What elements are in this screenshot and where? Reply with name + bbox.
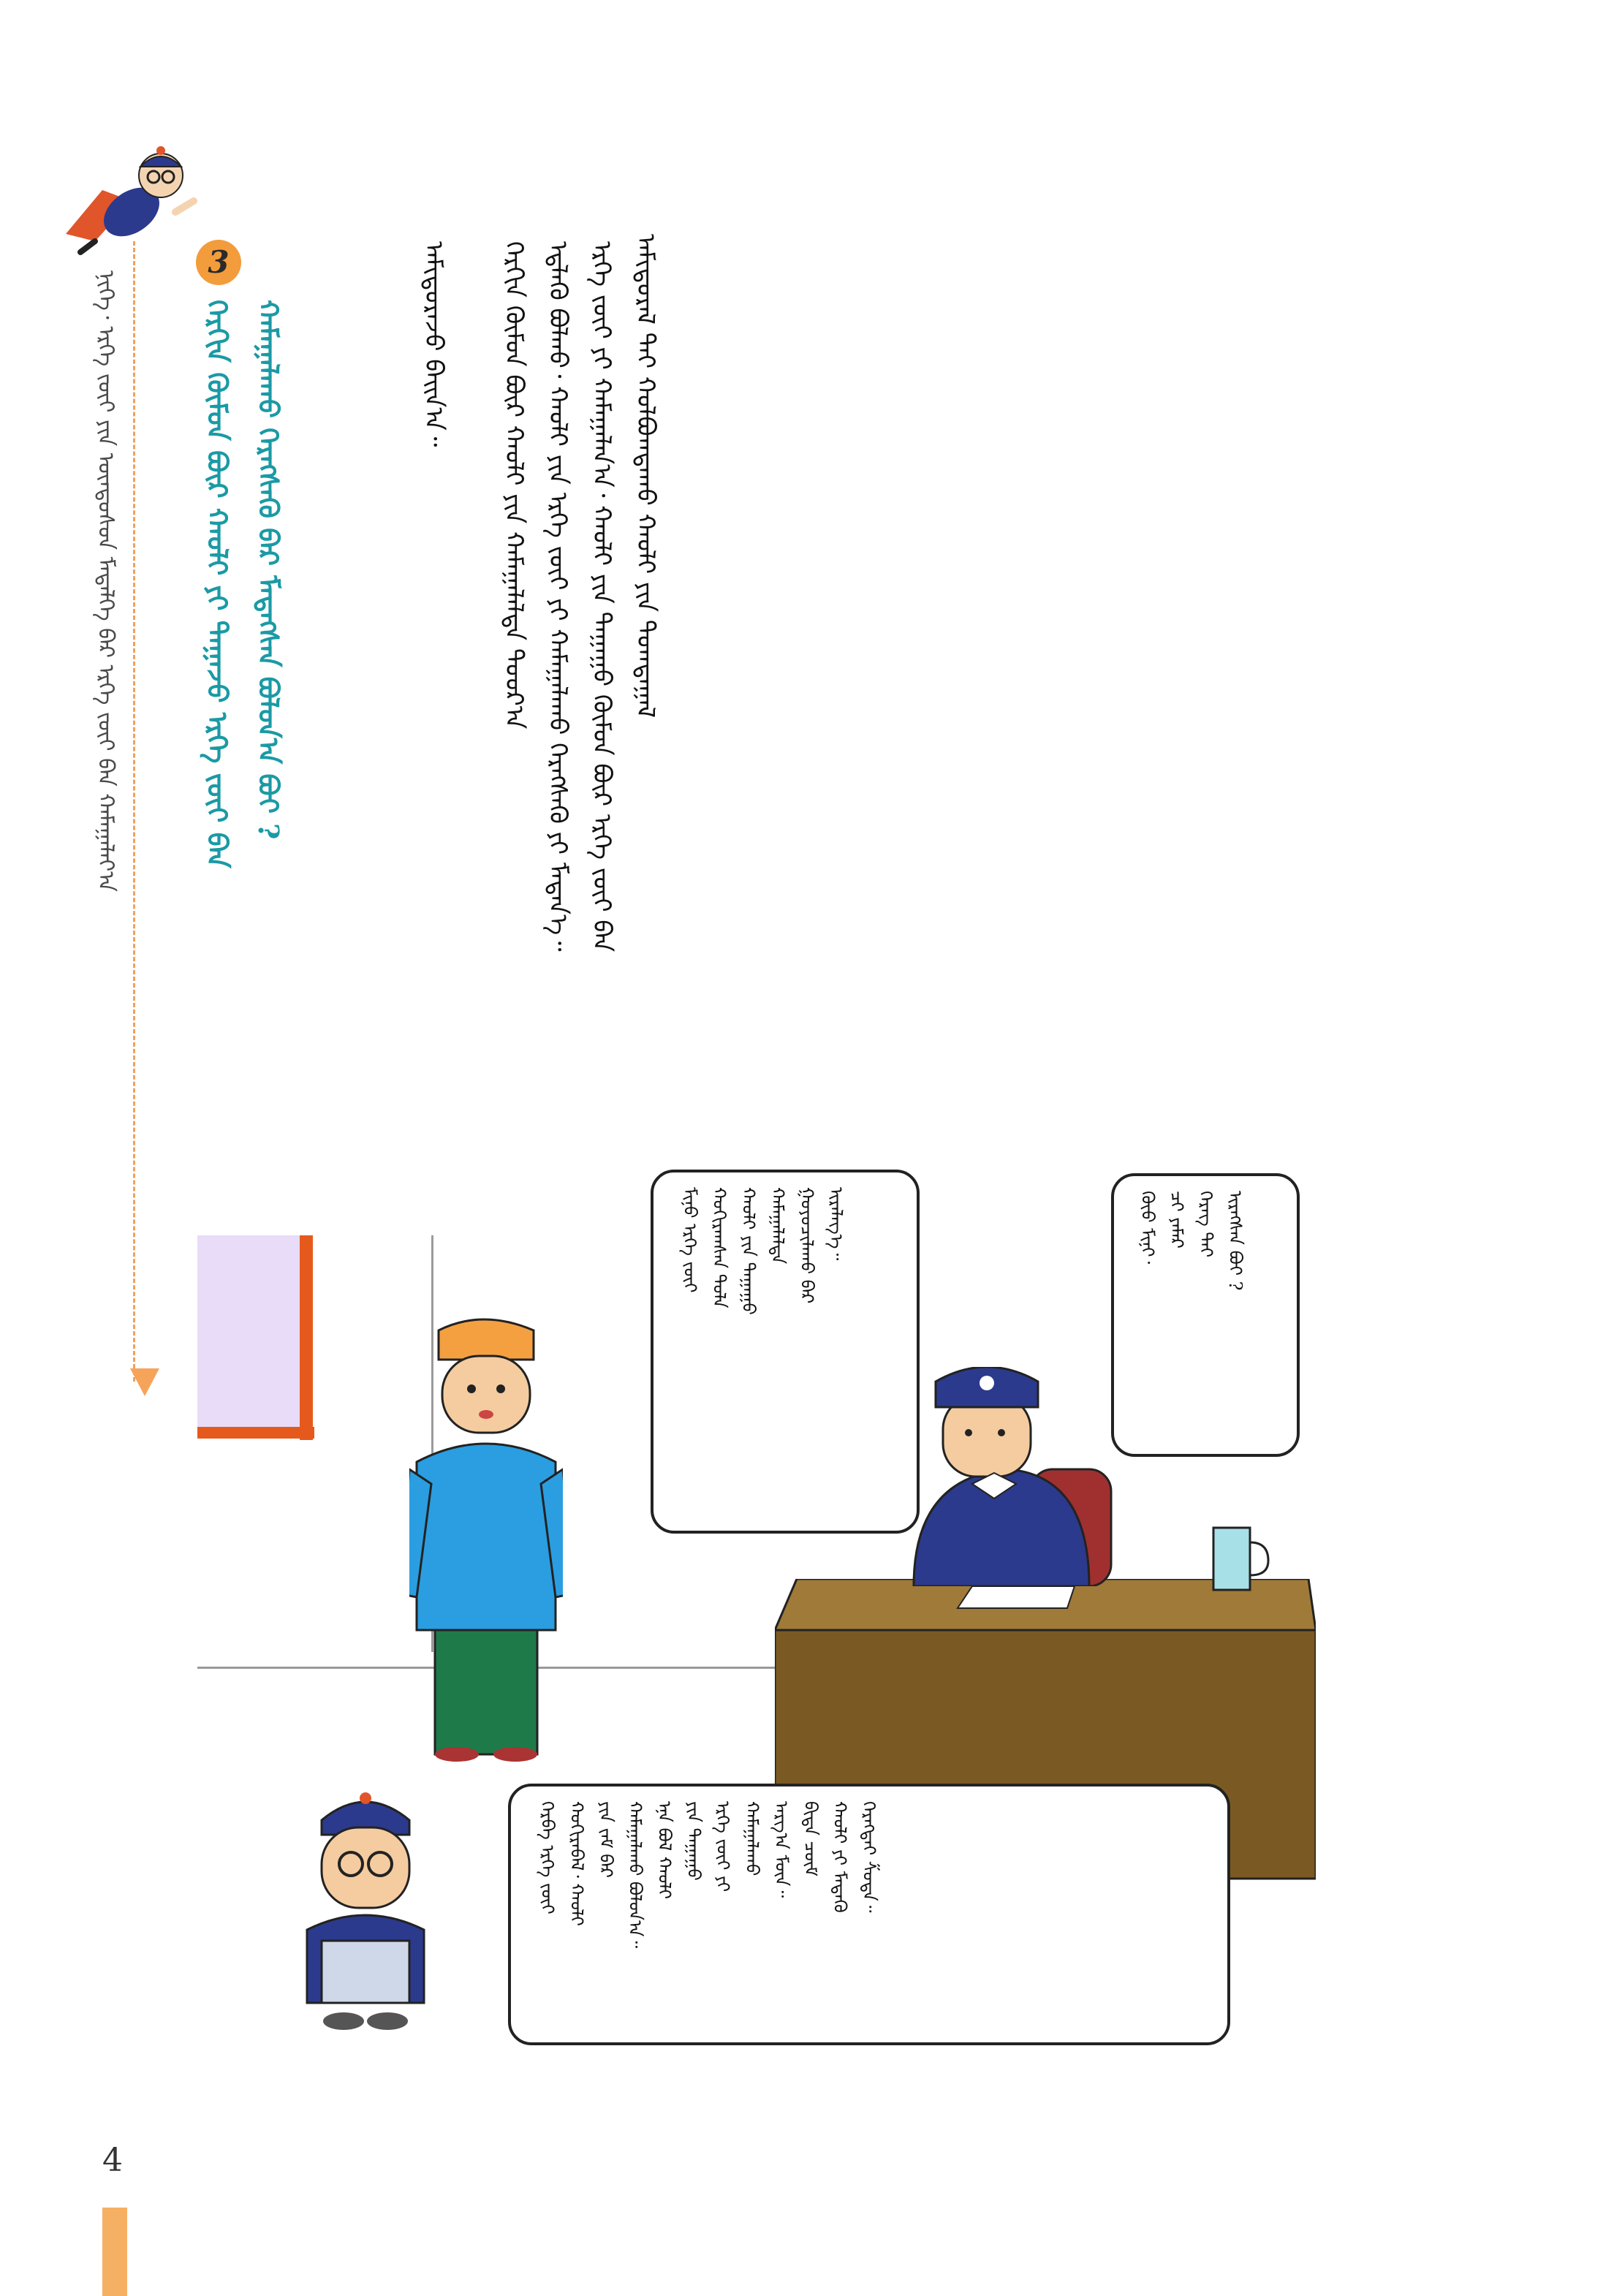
police-bubble-line: ᠴᠢ ᠶᠠᠮᠠᠷ xyxy=(1167,1191,1187,1249)
man-bubble-line: ᠢᠷᠡᠯᠡᠭ᠎ᠡ᠃ xyxy=(826,1187,846,1261)
boy-bubble-line: ᠡᠷᠬᠡ ᠵᠦᠢ ᠶᠢ xyxy=(713,1801,733,1893)
police-bubble-line: ᠬᠡᠷᠡᠭ ᠲᠠᠢ xyxy=(1196,1191,1216,1258)
page-number: 4 xyxy=(102,2142,123,2179)
body-line-1: ᠠᠮᠢᠳᠤᠷᠠᠯ ᠲᠠᠢ ᠬᠣᠯᠪᠣᠭᠳᠠᠬᠤ ᠬᠠᠤᠯᠢ ᠶᠢᠨ ᠲᠣᠭᠲᠠᠭᠠᠯ xyxy=(631,234,660,718)
section-number-badge: 3 xyxy=(196,240,241,285)
man-bubble-line: ᠬᠠᠤᠯᠢ ᠶᠢᠨ ᠳᠠᠭᠠᠭᠤ xyxy=(738,1187,759,1315)
boy-bubble-line: ᠪᠢᠳᠡ ᠴᠦᠮ xyxy=(800,1801,821,1876)
police-bubble-line: ᠬᠦᠦ ᠮᠢᠨᠢ᠂ xyxy=(1137,1191,1158,1265)
man-bubble-line: ᠭᠤᠶᠤᠴᠢᠯᠠᠬᠤ ᠪᠠᠷ xyxy=(797,1187,817,1304)
question-line-2: ᠬᠠᠮᠠᠭᠠᠯᠠᠬᠤ ᠬᠡᠷᠡᠭᠰᠡᠬᠦ ᠪᠡᠷ ᠮᠡᠳᠡᠭᠰᠡᠨ ᠪᠣᠯᠤᠨ᠎ᠠ ᠪᠣᠢ ? xyxy=(252,300,285,840)
boy-bubble-line: ᠶᠢᠨ ᠳᠠᠭᠠᠭᠤ xyxy=(683,1801,704,1881)
body-line-5: ᠠᠮᠢᠳᠤᠷᠠᠵᠤ ᠪᠠᠢᠨ᠎ᠠ᠃ xyxy=(419,241,448,447)
boy-speech-bubble xyxy=(508,1784,1230,2045)
flying-boy-icon xyxy=(51,132,197,256)
header-mascot xyxy=(51,132,197,256)
page-tab-marker xyxy=(102,2208,127,2296)
police-bubble-line: ᠢᠷᠡᠭᠰᠡᠨ ᠪᠤᠢ ? xyxy=(1225,1191,1246,1291)
window-frame xyxy=(300,1235,313,1440)
boy-bubble-line: ᠬᠠᠮᠠᠭᠠᠯᠠᠬᠤ ᠪᠣᠯᠣᠨ᠎ᠠ᠃ xyxy=(625,1801,645,1949)
man-bubble-line: ᠬᠣᠬᠢᠷᠠᠭᠰᠠᠨ ᠲᠤᠯᠠ xyxy=(709,1187,730,1308)
man-bubble-line: ᠮᠢᠨᠦ ᠡᠷᠬᠡ ᠵᠦᠢ xyxy=(680,1187,700,1293)
boy-bubble-line: ᠬᠠᠤᠯᠢ ᠶᠢ ᠮᠡᠳᠡᠬᠦ xyxy=(830,1801,850,1913)
body-line-2: ᠡᠷᠬᠡ ᠵᠦᠢ ᠶᠢ ᠬᠠᠮᠠᠭᠠᠯᠠᠨ᠎ᠠ᠂ ᠬᠠᠤᠯᠢ ᠶᠢᠨ ᠳᠠᠭᠠᠭᠤ ᠬᠦᠮᠦᠨ ᠪᠦᠷ ᠡᠷᠬᠡ ᠵᠦᠢ ᠪᠡᠨ xyxy=(587,241,616,952)
question-line-1: ᠬᠡᠷᠬᠢᠨ ᠬᠦᠮᠦᠨ ᠪᠦᠷ ᠬᠠᠤᠯᠢ ᠶᠢ ᠳᠠᠭᠠᠵᠤ ᠡᠷᠬᠡ ᠵᠦᠢ ᠪᠡᠨ xyxy=(201,300,234,868)
police-officer-figure xyxy=(899,1367,1118,1586)
man-figure xyxy=(409,1316,563,1762)
window xyxy=(197,1235,307,1433)
boy-bubble-line: ᠬᠡᠷᠡᠭᠲᠡᠢ ᠱᠤᠳᠠ᠃ xyxy=(859,1801,879,1913)
boy-bubble-line: ᠬᠡᠷᠪᠡ ᠡᠷᠬᠡ ᠵᠦᠢ xyxy=(537,1801,558,1914)
boy-bubble-line: ᠬᠠᠮᠠᠭᠠᠯᠠᠬᠤ xyxy=(742,1801,762,1876)
body-line-4: ᠬᠡᠷᠬᠢᠨ ᠬᠦᠮᠦᠨ ᠪᠦᠷ ᠬᠠᠤᠯᠢ ᠶᠢᠨ ᠬᠠᠮᠠᠭᠠᠯᠠᠯᠲᠠ ᠳᠣᠣᠷ᠎ᠠ xyxy=(499,241,528,730)
boy-bubble-line: ᠡᠨᠡ ᠪᠣᠯ ᠬᠠᠤᠯᠢ xyxy=(654,1801,675,1900)
running-header: ᠨᠢᠭᠡ᠂ ᠡᠷᠬᠡ ᠵᠦᠢ ᠶᠢᠨ ᠦᠨᠳᠦᠰᠦᠨ ᠮᠡᠳᠡᠯᠭᠡ ᠪᠡᠷ ᠡᠷᠬᠡ ᠵᠦᠢ ᠪᠡᠨ ᠬᠠᠮᠠᠭᠠᠯᠠᠶ᠎ᠠ xyxy=(93,270,118,893)
dashed-divider xyxy=(133,241,135,1382)
boy-bubble-line: ᠠᠷᠭ᠎ᠠ ᠮᠥᠨ᠃ xyxy=(771,1801,792,1898)
boy-reading-figure xyxy=(292,1784,439,2032)
man-bubble-line: ᠬᠠᠮᠠᠭᠠᠯᠠᠯᠲᠠ xyxy=(768,1187,788,1265)
mug-icon xyxy=(1206,1520,1272,1601)
arrow-marker-icon xyxy=(130,1368,159,1396)
police-speech-bubble xyxy=(1111,1173,1300,1457)
body-line-3: ᠡᠳ᠋ᠯᠡᠬᠦ ᠪᠣᠯᠬᠤ᠂ ᠬᠠᠤᠯᠢ ᠶᠢᠨ ᠡᠷᠬᠡ ᠵᠦᠢ ᠶᠢ ᠬᠠᠮᠠᠭᠠᠯᠠᠬᠤ ᠬᠡᠷᠡᠭᠰᠡᠬᠦ ᠶᠢ ᠮᠡᠳᠡᠨ᠎ᠡ᠃ xyxy=(543,241,572,952)
boy-bubble-line: ᠶᠢᠨ ᠵᠠᠮ ᠪᠡᠷ xyxy=(596,1801,616,1878)
man-speech-bubble xyxy=(651,1170,920,1534)
boy-bubble-line: ᠬᠣᠬᠢᠷᠠᠪᠠᠯ᠂ ᠬᠠᠤᠯᠢ xyxy=(567,1801,587,1926)
window-sill xyxy=(197,1427,314,1439)
